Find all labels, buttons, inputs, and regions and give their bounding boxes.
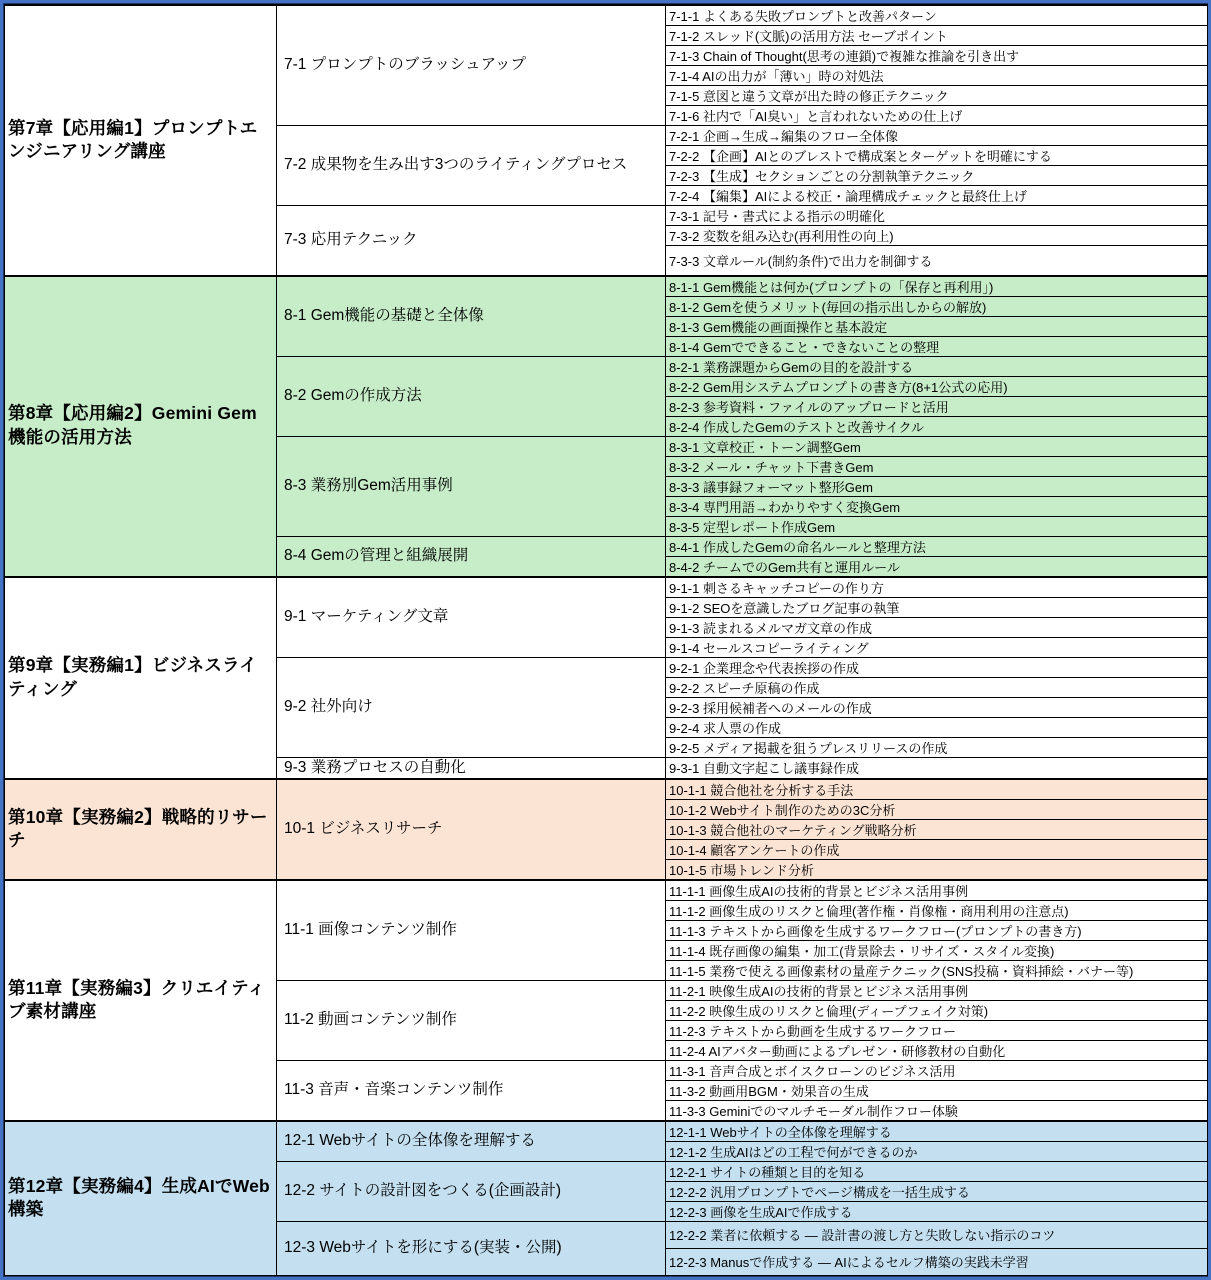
lesson-item-cell: 12-1-1 Webサイトの全体像を理解する (666, 1121, 1208, 1142)
lesson-item-cell: 9-2-4 求人票の作成 (666, 717, 1208, 737)
lesson-item-cell: 10-1-4 顧客アンケートの作成 (666, 839, 1208, 859)
lesson-item-cell: 12-2-3 画像を生成AIで作成する (666, 1201, 1208, 1221)
lesson-item-cell: 7-2-4 【編集】AIによる校正・論理構成チェックと最終仕上げ (666, 186, 1208, 206)
lesson-item-cell: 7-3-2 変数を組み込む(再利用性の向上) (666, 226, 1208, 246)
lesson-item-cell: 9-1-3 読まれるメルマガ文章の作成 (666, 617, 1208, 637)
lesson-item-cell: 7-1-4 AIの出力が「薄い」時の対処法 (666, 66, 1208, 86)
lesson-item-cell: 7-1-1 よくある失敗プロンプトと改善パターン (666, 5, 1208, 26)
lesson-item-cell: 9-3-1 自動文字起こし議事録作成 (666, 757, 1208, 779)
lesson-item-cell: 8-2-1 業務課題からGemの目的を設計する (666, 356, 1208, 376)
lesson-item-cell: 9-2-2 スピーチ原稿の作成 (666, 677, 1208, 697)
table-row (5, 276, 1208, 297)
lesson-item-cell: 10-1-5 市場トレンド分析 (666, 859, 1208, 880)
section-title-cell: 10-1 ビジネスリサーチ (277, 779, 666, 880)
lesson-item-cell: 11-3-3 Geminiでのマルチモーダル制作フロー体験 (666, 1100, 1208, 1121)
lesson-item-cell: 12-2-2 業者に依頼する ― 設計書の渡し方と失敗しない指示のコツ (666, 1221, 1208, 1248)
lesson-item-cell: 11-1-5 業務で使える画像素材の量産テクニック(SNS投稿・資料挿絵・バナー等) (666, 960, 1208, 980)
lesson-item-cell: 8-3-4 専門用語→わかりやすく変換Gem (666, 496, 1208, 516)
chapter-title-cell: 第7章【応用編1】プロンプトエンジニアリング講座 (5, 5, 277, 276)
lesson-item-cell: 12-1-2 生成AIはどの工程で何ができるのか (666, 1141, 1208, 1161)
lesson-item-cell: 10-1-3 競合他社のマーケティング戦略分析 (666, 819, 1208, 839)
chapter-title-cell: 第8章【応用編2】Gemini Gem機能の活用方法 (5, 276, 277, 577)
lesson-item-cell: 10-1-1 競合他社を分析する手法 (666, 779, 1208, 800)
chapter-title-cell: 第12章【実務編4】生成AIでWeb構築 (5, 1121, 277, 1276)
section-title-cell: 11-3 音声・音楽コンテンツ制作 (277, 1060, 666, 1121)
table-row (5, 5, 1208, 26)
lesson-item-cell: 11-1-1 画像生成AIの技術的背景とビジネス活用事例 (666, 880, 1208, 901)
lesson-item-cell: 8-4-1 作成したGemの命名ルールと整理方法 (666, 536, 1208, 556)
lesson-item-cell: 11-3-2 動画用BGM・効果音の生成 (666, 1080, 1208, 1100)
section-title-cell: 12-2 サイトの設計図をつくる(企画設計) (277, 1161, 666, 1221)
section-title-cell: 7-1 プロンプトのブラッシュアップ (277, 5, 666, 126)
lesson-item-cell: 7-2-3 【生成】セクションごとの分割執筆テクニック (666, 166, 1208, 186)
section-title-cell: 8-4 Gemの管理と組織展開 (277, 536, 666, 577)
lesson-item-cell: 8-4-2 チームでのGem共有と運用ルール (666, 556, 1208, 577)
lesson-item-cell: 7-1-5 意図と違う文章が出た時の修正テクニック (666, 86, 1208, 106)
lesson-item-cell: 9-1-2 SEOを意識したブログ記事の執筆 (666, 597, 1208, 617)
lesson-item-cell: 11-1-4 既存画像の編集・加工(背景除去・リサイズ・スタイル変換) (666, 940, 1208, 960)
section-title-cell: 12-1 Webサイトの全体像を理解する (277, 1121, 666, 1162)
lesson-item-cell: 7-3-3 文章ルール(制約条件)で出力を制御する (666, 246, 1208, 276)
lesson-item-cell: 11-2-1 映像生成AIの技術的背景とビジネス活用事例 (666, 980, 1208, 1000)
table-row (5, 880, 1208, 901)
table-row (5, 577, 1208, 598)
lesson-item-cell: 9-1-4 セールスコピーライティング (666, 637, 1208, 657)
lesson-item-cell: 11-1-3 テキストから画像を生成するワークフロー(プロンプトの書き方) (666, 920, 1208, 940)
section-title-cell: 8-1 Gem機能の基礎と全体像 (277, 276, 666, 357)
section-title-cell: 9-1 マーケティング文章 (277, 577, 666, 658)
lesson-item-cell: 8-3-5 定型レポート作成Gem (666, 516, 1208, 536)
section-title-cell: 12-3 Webサイトを形にする(実装・公開) (277, 1221, 666, 1275)
lesson-item-cell: 12-2-1 サイトの種類と目的を知る (666, 1161, 1208, 1181)
section-title-cell: 11-2 動画コンテンツ制作 (277, 980, 666, 1060)
lesson-item-cell: 12-2-3 Manusで作成する ― AIによるセルフ構築の実践未学習 (666, 1248, 1208, 1275)
lesson-item-cell: 8-2-2 Gem用システムプロンプトの書き方(8+1公式の応用) (666, 376, 1208, 396)
lesson-item-cell: 7-2-1 企画→生成→編集のフロー全体像 (666, 126, 1208, 146)
lesson-item-cell: 7-1-6 社内で「AI臭い」と言われないための仕上げ (666, 106, 1208, 126)
lesson-item-cell: 9-1-1 刺さるキャッチコピーの作り方 (666, 577, 1208, 598)
table-row (5, 1121, 1208, 1142)
lesson-item-cell: 11-2-4 AIアバター動画によるプレゼン・研修教材の自動化 (666, 1040, 1208, 1060)
section-title-cell: 11-1 画像コンテンツ制作 (277, 880, 666, 981)
chapter-title-cell: 第10章【実務編2】戦略的リサーチ (5, 779, 277, 880)
section-title-cell: 9-3 業務プロセスの自動化 (277, 757, 666, 779)
section-title-cell: 8-3 業務別Gem活用事例 (277, 436, 666, 536)
lesson-item-cell: 9-2-3 採用候補者へのメールの作成 (666, 697, 1208, 717)
section-title-cell: 8-2 Gemの作成方法 (277, 356, 666, 436)
lesson-item-cell: 8-1-1 Gem機能とは何か(プロンプトの「保存と再利用」) (666, 276, 1208, 297)
lesson-item-cell: 11-2-2 映像生成のリスクと倫理(ディープフェイク対策) (666, 1000, 1208, 1020)
lesson-item-cell: 8-2-3 参考資料・ファイルのアップロードと活用 (666, 396, 1208, 416)
lesson-item-cell: 8-2-4 作成したGemのテストと改善サイクル (666, 416, 1208, 436)
lesson-item-cell: 7-1-2 スレッド(文脈)の活用方法 セーブポイント (666, 26, 1208, 46)
chapter-title-cell: 第11章【実務編3】クリエイティブ素材講座 (5, 880, 277, 1121)
chapter-title-cell: 第9章【実務編1】ビジネスライティング (5, 577, 277, 779)
curriculum-table-body (5, 5, 1208, 1275)
lesson-item-cell: 8-3-1 文章校正・トーン調整Gem (666, 436, 1208, 456)
section-title-cell: 7-3 応用テクニック (277, 206, 666, 276)
lesson-item-cell: 11-1-2 画像生成のリスクと倫理(著作権・肖像権・商用利用の注意点) (666, 900, 1208, 920)
lesson-item-cell: 8-3-3 議事録フォーマット整形Gem (666, 476, 1208, 496)
workbook-frame (3, 3, 1208, 1277)
section-title-cell: 9-2 社外向け (277, 657, 666, 757)
lesson-item-cell: 7-2-2 【企画】AIとのブレストで構成案とターゲットを明確にする (666, 146, 1208, 166)
lesson-item-cell: 9-2-1 企業理念や代表挨拶の作成 (666, 657, 1208, 677)
lesson-item-cell: 8-1-2 Gemを使うメリット(毎回の指示出しからの解放) (666, 296, 1208, 316)
lesson-item-cell: 8-1-3 Gem機能の画面操作と基本設定 (666, 316, 1208, 336)
lesson-item-cell: 8-3-2 メール・チャット下書きGem (666, 456, 1208, 476)
lesson-item-cell: 11-2-3 テキストから動画を生成するワークフロー (666, 1020, 1208, 1040)
section-title-cell: 7-2 成果物を生み出す3つのライティングプロセス (277, 126, 666, 206)
lesson-item-cell: 12-2-2 汎用プロンプトでページ構成を一括生成する (666, 1181, 1208, 1201)
lesson-item-cell: 8-1-4 Gemでできること・できないことの整理 (666, 336, 1208, 356)
lesson-item-cell: 7-3-1 記号・書式による指示の明確化 (666, 206, 1208, 226)
lesson-item-cell: 7-1-3 Chain of Thought(思考の連鎖)で複雑な推論を引き出す (666, 46, 1208, 66)
lesson-item-cell: 9-2-5 メディア掲載を狙うプレスリリースの作成 (666, 737, 1208, 757)
lesson-item-cell: 10-1-2 Webサイト制作のための3C分析 (666, 799, 1208, 819)
table-row (5, 779, 1208, 800)
lesson-item-cell: 11-3-1 音声合成とボイスクローンのビジネス活用 (666, 1060, 1208, 1080)
curriculum-table (4, 4, 1208, 1276)
